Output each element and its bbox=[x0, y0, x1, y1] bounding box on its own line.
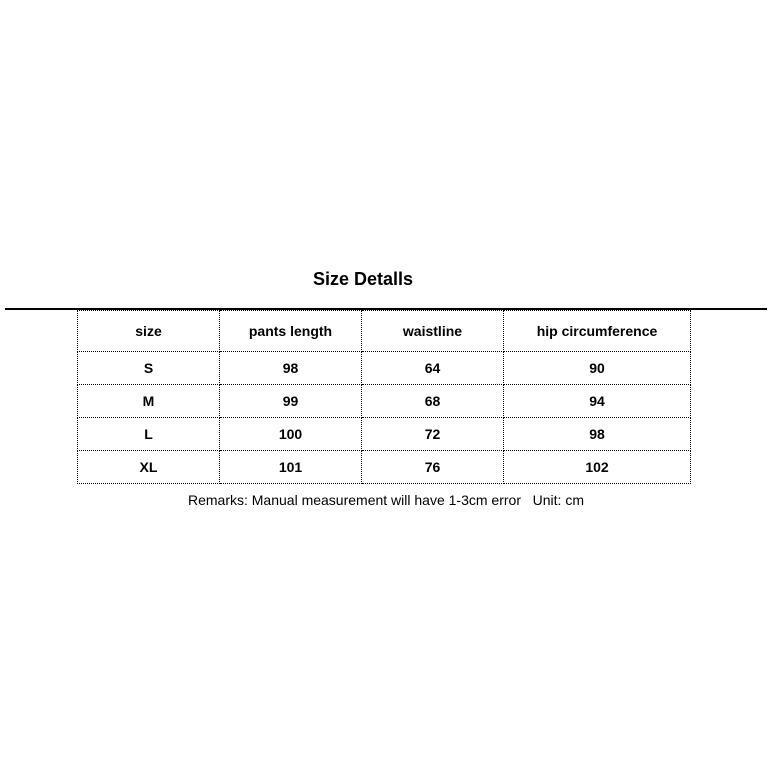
header-cell-pants-length: pants length bbox=[220, 311, 362, 352]
table-cell: 90 bbox=[504, 352, 691, 385]
table-cell: 76 bbox=[362, 451, 504, 484]
table-row bbox=[78, 451, 691, 484]
table-header-row bbox=[78, 311, 691, 352]
table-row bbox=[78, 385, 691, 418]
table-cell: 99 bbox=[220, 385, 362, 418]
size-table bbox=[77, 310, 691, 484]
table-cell: 72 bbox=[362, 418, 504, 451]
table-cell: XL bbox=[78, 451, 220, 484]
table-cell: M bbox=[78, 385, 220, 418]
table-cell: L bbox=[78, 418, 220, 451]
table-cell: 101 bbox=[220, 451, 362, 484]
table-cell: S bbox=[78, 352, 220, 385]
table-cell: 98 bbox=[504, 418, 691, 451]
table-row bbox=[78, 418, 691, 451]
header-cell-hip-circumference: hip circumference bbox=[504, 311, 691, 352]
page-title: Size Detalls bbox=[312, 269, 414, 289]
table-cell: 94 bbox=[504, 385, 691, 418]
remarks-note: Remarks: Manual measurement will have 1-3cm error Unit: cm bbox=[187, 492, 584, 508]
header-cell-size: size bbox=[78, 311, 220, 352]
table-cell: 98 bbox=[220, 352, 362, 385]
header-cell-waistline: waistline bbox=[362, 311, 504, 352]
table-cell: 100 bbox=[220, 418, 362, 451]
table-cell: 102 bbox=[504, 451, 691, 484]
table-cell: 68 bbox=[362, 385, 504, 418]
table-cell: 64 bbox=[362, 352, 504, 385]
table-row bbox=[78, 352, 691, 385]
